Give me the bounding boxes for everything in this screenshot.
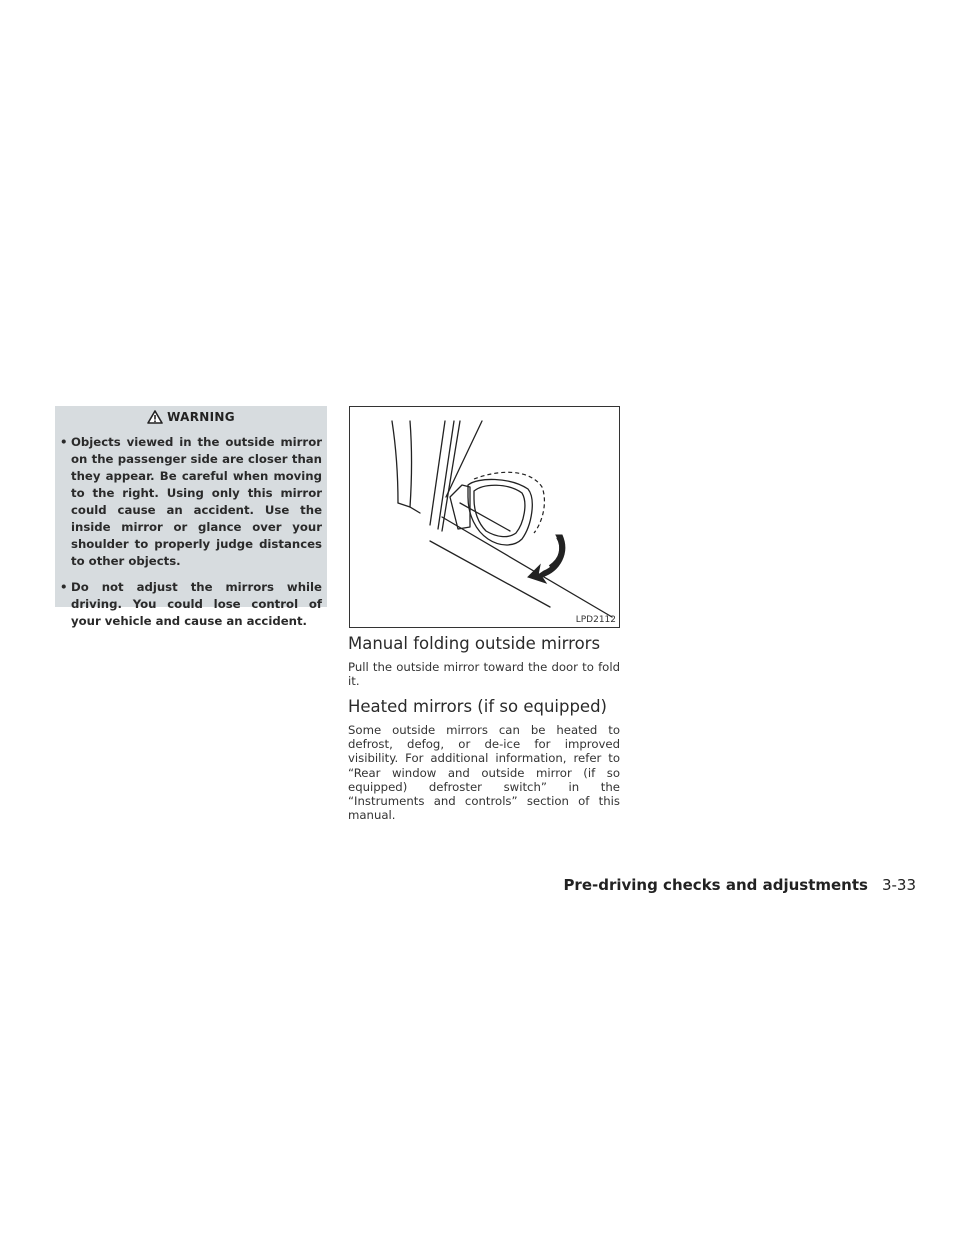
figure-id: LPD2112 xyxy=(575,615,616,625)
warning-title: WARNING xyxy=(167,410,235,424)
warning-item xyxy=(55,434,327,570)
warning-item-text: Objects viewed in the outside mirror on the passenger side are closer than they appear. Be careful when moving to the right. Using only this mirror could cause an accident. Use the inside mirror or glance over your shoulder to properly judge distances to other objects. xyxy=(71,435,322,568)
section-body-heated-mirrors: Some outside mirrors can be heated to defrost, defog, or de-ice for improved visibility. For additional information, refer to “Rear window and outside mirror (if so equipped) defroster switch” in the “Instruments and controls” section of this manual. xyxy=(348,723,620,823)
bullet-icon: • xyxy=(60,435,68,449)
page-number: 3-33 xyxy=(881,876,916,894)
bullet-icon: • xyxy=(60,580,68,594)
mirror-illustration xyxy=(349,406,620,628)
warning-header xyxy=(55,406,327,428)
section-heading-manual-folding: Manual folding outside mirrors xyxy=(348,634,601,653)
section-heading-heated-mirrors: Heated mirrors (if so equipped) xyxy=(348,697,607,716)
footer-section-title: Pre-driving checks and adjustments xyxy=(563,876,868,894)
warning-item xyxy=(55,579,327,630)
section-body-manual-folding: Pull the outside mirror toward the door to fold it. xyxy=(348,660,620,689)
warning-box xyxy=(55,406,327,628)
folding-mirror-drawing xyxy=(350,407,619,627)
warning-triangle-icon xyxy=(147,410,163,424)
page-footer xyxy=(563,876,916,894)
warning-item-text: Do not adjust the mirrors while driving. You could lose control of your vehicle and cause an accident. xyxy=(71,580,322,628)
warning-list xyxy=(55,434,327,639)
